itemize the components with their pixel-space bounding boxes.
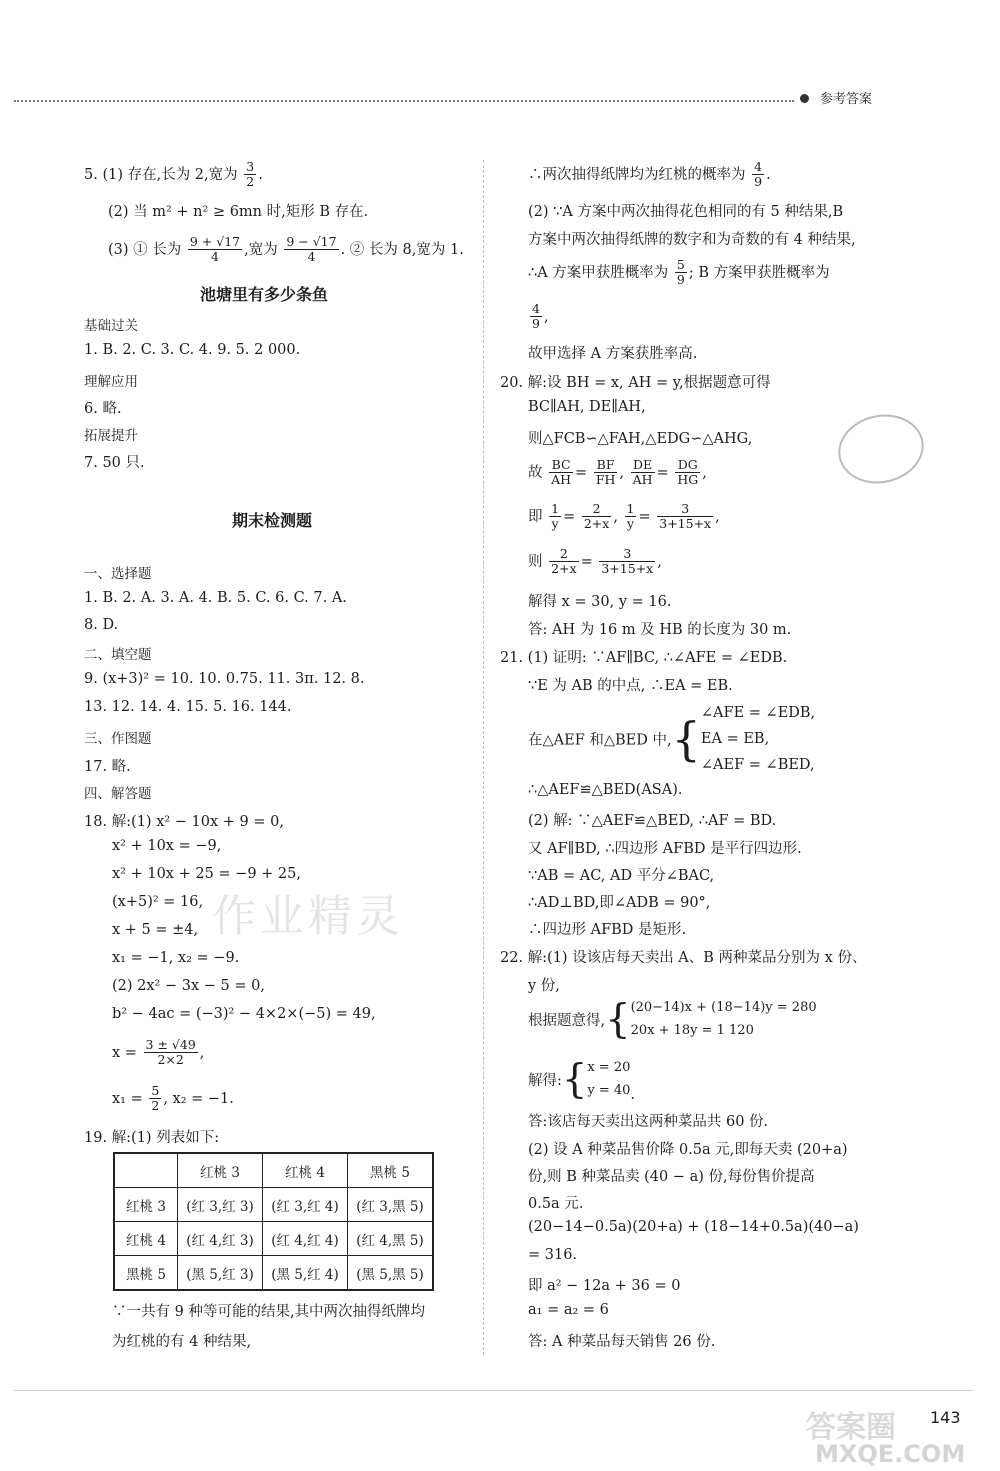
section-title-pond: 池塘里有多少条鱼 [200,285,329,304]
header-dotted-rule [14,100,794,102]
probability-table [113,1152,434,1291]
q21-line: ∴△AEF≌△BED(ASA). [528,782,683,798]
q19-line: 19. 解:(1) 列表如下: [84,1130,220,1146]
r-line: 方案中两次抽得纸牌的数字和为奇数的有 4 种结果, [528,232,856,248]
q20-line: 解得 x = 30, y = 16. [528,594,672,610]
q20-line: 即 $\frac{1}{y}$ = $\frac{2}{2+x}$ , $\frac{1}{y}$ = $\frac{3}{3+15+x}$ , [528,501,720,532]
site-logo-url: MXQE.COM [815,1440,966,1468]
q18-line: x + 5 = ±4, [112,922,199,938]
q22-line: 0.5a 元. [528,1196,584,1212]
q18-line: x² + 10x + 25 = −9 + 25, [112,866,301,882]
q5-line-2: (2) 当 m² + n² ≥ 6mn 时,矩形 B 存在. [108,204,369,220]
q18-line: x = $\frac{3 \pm √49}{2\times 2}$ , [112,1037,205,1068]
q5-line-3: (3) ① 长为 $\frac{9 + √17}{4}$ ,宽为 $\frac{9 - √17}{4}$ . ② 长为 8,宽为 1. [108,234,464,265]
q20-line: 则 $\frac{2}{2+x}$ = $\frac{3}{3+15+x}$ , [528,546,662,577]
q20-line: 故 $\frac{BC}{AH}$ = $\frac{BF}{FH}$ , $\frac{DE}{AH}$ = $\frac{DG}{HG}$ , [528,457,707,488]
q18-line: 18. 解:(1) x² − 10x + 9 = 0, [84,814,284,830]
q20-line: 20. 解:设 BH = x, AH = y,根据题意可得 [500,375,771,391]
q18-line: (x+5)² = 16, [112,894,204,910]
q22-line: 即 a² − 12a + 36 = 0 [528,1278,681,1294]
table-row: 红桃 3 红桃 4 黑桃 5 [114,1153,433,1188]
subsection-basic: 基础过关 [84,318,138,334]
answer-line: 9. (x+3)² = 10. 10. 0.75. 11. 3π. 12. 8. [84,671,365,687]
answer-line: 8. D. [84,617,119,633]
section-title-final: 期末检测题 [232,511,313,530]
answer-line: 13. 12. 14. 4. 15. 5. 16. 144. [84,699,292,715]
q20-line: 则△FCB∽△FAH,△EDG∽△AHG, [528,431,753,447]
q22-line: (2) 设 A 种菜品售价降 0.5a 元,即每天卖 (20+a) [528,1142,848,1158]
q18-line: x₁ = −1, x₂ = −9. [112,950,240,966]
fraction: $\frac{3}{2}$ [246,159,255,190]
r-line: (2) ∵A 方案中两次抽得花色相同的有 5 种结果,B [528,204,844,220]
column-divider [483,160,484,1355]
r-line: $\frac{4}{9}$ , [532,301,549,332]
table-row: 黑桃 5 (黑 5,红 3) (黑 5,红 4) (黑 5,黑 5) [114,1256,433,1291]
table-row: 红桃 3 (红 3,红 3) (红 3,红 4) (红 3,黑 5) [114,1188,433,1222]
r-line: ∴两次抽得纸牌均为红桃的概率为 $\frac{4}{9}$ . [528,159,771,190]
answer-line: 1. B. 2. A. 3. A. 4. B. 5. C. 6. C. 7. A. [84,590,347,606]
subsection-extend: 拓展提升 [84,428,138,444]
q21-line: ∵AB = AC, AD 平分∠BAC, [528,868,715,884]
q19-line: 为红桃的有 4 种结果, [112,1334,252,1350]
subsection-draw: 三、作图题 [84,731,152,747]
q22-system: 解得:{ x = 20 y = 40 . [528,1056,635,1103]
q21-line: ∴四边形 AFBD 是矩形. [528,922,687,938]
subsection-choice: 一、选择题 [84,566,152,582]
q22-line: (20−14−0.5a)(20+a) + (18−14+0.5a)(40−a) [528,1219,859,1235]
q21-line: 21. (1) 证明: ∵AF∥BC, ∴∠AFE = ∠EDB. [500,650,788,666]
answer-line: 17. 略. [84,759,131,775]
q21-line: ∵E 为 AB 的中点, ∴EA = EB. [528,678,733,694]
subsection-fill: 二、填空题 [84,647,152,663]
q18-line: (2) 2x² − 3x − 5 = 0, [112,978,265,994]
subsection-apply: 理解应用 [84,374,138,390]
q21-line: 又 AF∥BD, ∴四边形 AFBD 是平行四边形. [528,841,802,857]
answer-line: 1. B. 2. C. 3. C. 4. 9. 5. 2 000. [84,342,301,358]
q22-line: = 316. [528,1247,578,1263]
answer-line: 6. 略. [84,401,122,417]
q18-line: x₁ = $\frac{5}{2}$ , x₂ = −1. [112,1083,234,1114]
table-row: 红桃 4 (红 4,红 3) (红 4,红 4) (红 4,黑 5) [114,1222,433,1256]
q22-line: 22. 解:(1) 设该店每天卖出 A、B 两种菜品分别为 x 份、 [500,950,867,966]
site-logo: 答案圈 [806,1410,896,1445]
q22-system: 根据题意得,{ (20−14)x + (18−14)y = 280 20x + 18y = 1 120 [528,996,817,1043]
q18-line: b² − 4ac = (−3)² − 4×2×(−5) = 49, [112,1006,376,1022]
q18-line: x² + 10x = −9, [112,838,222,854]
q22-line: 答: A 种菜品每天销售 26 份. [528,1334,716,1350]
q22-line: 答:该店每天卖出这两种菜品共 60 份. [528,1114,769,1130]
header-title: 参考答案 [820,92,873,107]
page-number: 143 [930,1408,961,1427]
answer-line: 7. 50 只. [84,455,145,471]
r-line: 故甲选择 A 方案获胜率高. [528,346,698,362]
watermark: 作业精灵 [212,891,404,942]
q5-line-1: 5. (1) 存在,长为 2,宽为 $\frac{3}{2}$ . [84,159,263,190]
q20-line: 答: AH 为 16 m 及 HB 的长度为 30 m. [528,622,792,638]
q20-line: BC∥AH, DE∥AH, [528,399,646,415]
q21-line: (2) 解: ∵△AEF≌△BED, ∴AF = BD. [528,813,777,829]
header-bullet-icon [800,94,809,103]
q22-line: a₁ = a₂ = 6 [528,1302,609,1318]
q22-line: 份,则 B 种菜品卖 (40 − a) 份,每份售价提高 [528,1169,815,1185]
q21-line: ∴AD⊥BD,即∠ADB = 90°, [528,895,711,911]
r-line: ∴A 方案甲获胜概率为 $\frac{5}{9}$ ; B 方案甲获胜概率为 [528,257,830,288]
stamp-seal-icon [832,407,930,491]
footer-rule [14,1390,974,1391]
q22-line: y 份, [528,978,560,994]
q19-line: ∵一共有 9 种等可能的结果,其中两次抽得纸牌均 [112,1304,426,1320]
q21-system: 在△AEF 和△BED 中,{ ∠AFE = ∠EDB, EA = EB, ∠AEF = ∠BED, [528,705,816,774]
subsection-solve: 四、解答题 [84,786,152,802]
